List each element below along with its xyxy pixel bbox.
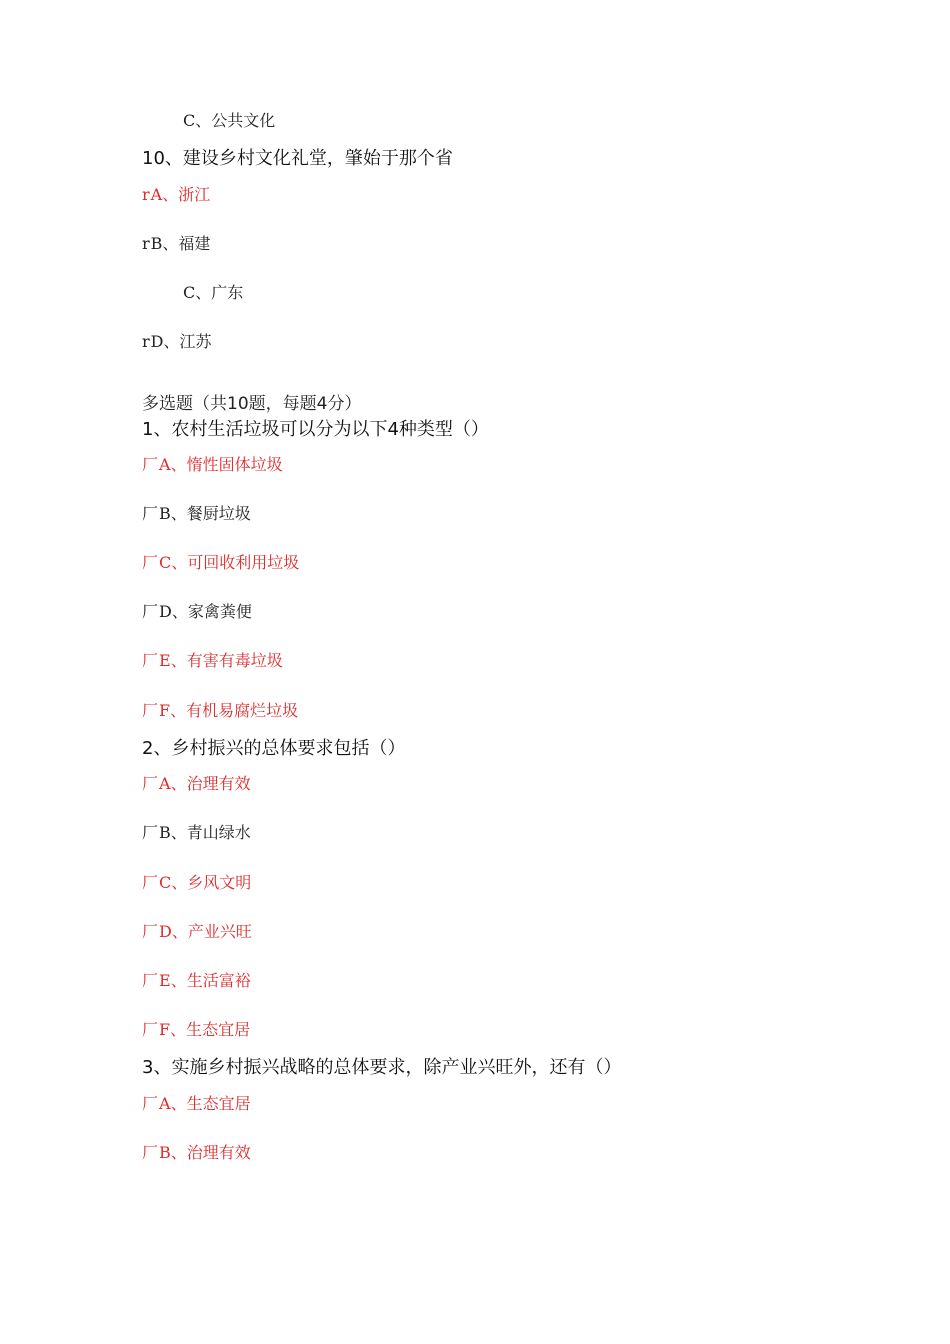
option-label: F、有机易腐烂垃圾 (159, 701, 299, 720)
mq2-option-e[interactable] (142, 973, 251, 989)
mq1-option-f[interactable] (142, 703, 298, 719)
mq2-option-a[interactable] (142, 776, 251, 792)
option-label: A、惰性固体垃圾 (159, 455, 283, 474)
multi-question-3-title: 3、实施乡村振兴战略的总体要求，除产业兴旺外，还有（） (142, 1057, 622, 1078)
multi-question-1-title: 1、农村生活垃圾可以分为以下4种类型（） (142, 419, 489, 440)
mq3-option-a[interactable] (142, 1096, 251, 1112)
radio-icon[interactable]: r (142, 185, 150, 204)
option-label: D、江苏 (150, 332, 212, 351)
mq2-option-f[interactable] (142, 1022, 250, 1038)
option-label: A、浙江 (150, 185, 211, 204)
checkbox-icon[interactable]: 厂 (142, 971, 159, 990)
option-label: A、生态宜居 (159, 1094, 251, 1113)
option-label: D、家禽粪便 (159, 602, 252, 621)
radio-icon[interactable]: r (142, 234, 150, 253)
option-label: B、青山绿水 (159, 823, 251, 842)
radio-icon[interactable]: r (142, 332, 150, 351)
mq1-option-a[interactable] (142, 457, 283, 473)
mq1-option-c[interactable] (142, 555, 299, 571)
mq2-option-b[interactable] (142, 825, 251, 841)
mq3-option-b[interactable] (142, 1145, 251, 1161)
option-label: E、有害有毒垃圾 (159, 651, 283, 670)
checkbox-icon[interactable]: 厂 (142, 873, 159, 892)
option-label: B、餐厨垃圾 (159, 504, 251, 523)
checkbox-icon[interactable]: 厂 (142, 1143, 159, 1162)
option-label: C、公共文化 (183, 111, 276, 130)
q10-option-d[interactable] (142, 334, 212, 350)
multi-question-2-title: 2、乡村振兴的总体要求包括（） (142, 738, 406, 759)
checkbox-icon[interactable]: 厂 (142, 553, 159, 572)
question-10-title: 10、建设乡村文化礼堂，肇始于那个省 (142, 148, 453, 169)
checkbox-icon[interactable]: 厂 (142, 1094, 159, 1113)
option-label: C、广东 (183, 283, 244, 302)
checkbox-icon[interactable]: 厂 (142, 823, 159, 842)
checkbox-icon[interactable]: 厂 (142, 774, 159, 793)
q10-option-a[interactable] (142, 187, 210, 203)
checkbox-icon[interactable]: 厂 (142, 701, 159, 720)
checkbox-icon[interactable]: 厂 (142, 455, 159, 474)
checkbox-icon[interactable]: 厂 (142, 602, 159, 621)
option-label: A、治理有效 (159, 774, 251, 793)
checkbox-icon[interactable]: 厂 (142, 651, 159, 670)
mq2-option-c[interactable] (142, 875, 251, 891)
mq1-option-e[interactable] (142, 653, 283, 669)
option-label: C、可回收利用垃圾 (159, 553, 300, 572)
checkbox-icon[interactable]: 厂 (142, 1020, 159, 1039)
option-label: E、生活富裕 (159, 971, 251, 990)
mq1-option-b[interactable] (142, 506, 251, 522)
section-title-multi: 多选题（共10题，每题4分） (142, 394, 362, 414)
option-c-previous[interactable] (183, 113, 275, 129)
mq1-option-d[interactable] (142, 604, 252, 620)
option-label: F、生态宜居 (159, 1020, 251, 1039)
option-label: D、产业兴旺 (159, 922, 252, 941)
mq2-option-d[interactable] (142, 924, 252, 940)
q10-option-c[interactable] (183, 285, 243, 301)
option-label: B、治理有效 (159, 1143, 251, 1162)
checkbox-icon[interactable]: 厂 (142, 504, 159, 523)
option-label: B、福建 (150, 234, 211, 253)
q10-option-b[interactable] (142, 236, 210, 252)
option-label: C、乡风文明 (159, 873, 252, 892)
checkbox-icon[interactable]: 厂 (142, 922, 159, 941)
